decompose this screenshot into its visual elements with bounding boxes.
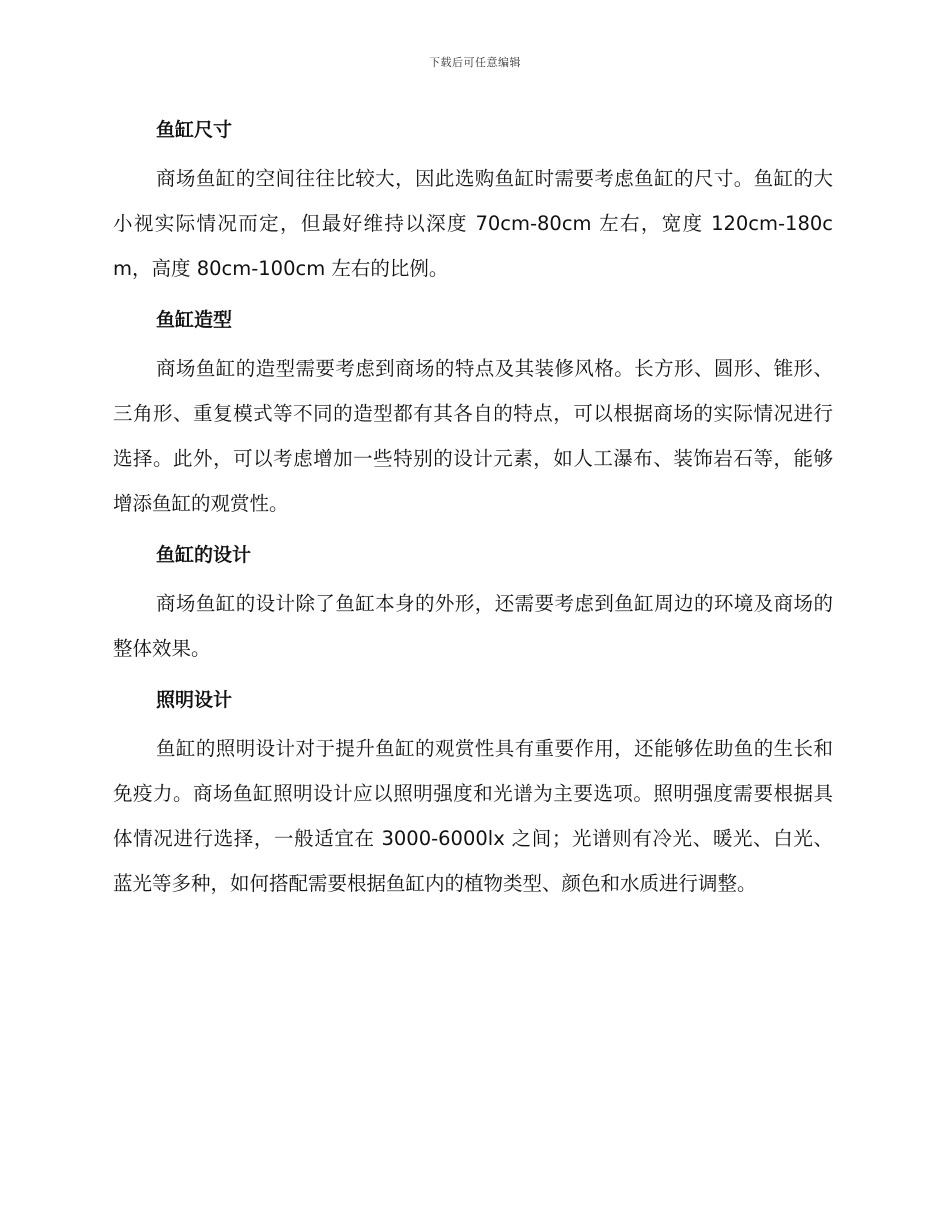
section-body-tank-shape: 商场鱼缸的造型需要考虑到商场的特点及其装修风格。长方形、圆形、锥形、三角形、重复模式等不同的造型都有其各自的特点，可以根据商场的实际情况进行选择。此外，可以考虑增加一些特别的设计元素，如人工瀑布、装饰岩石等，能够增添鱼缸的观赏性。: [113, 357, 833, 515]
section-heading-lighting-design: 照明设计: [156, 689, 233, 711]
section-body-lighting-design: 鱼缸的照明设计对于提升鱼缸的观赏性具有重要作用，还能够佐助鱼的生长和免疫力。商场鱼缸照明设计应以照明强度和光谱为主要选项。照明强度需要根据具体情况进行选择，一般适宜在 3000-6000lx 之间；光谱则有冷光、暖光、白光、蓝光等多种，如何搭配需要根据鱼缸内的植物类型、颜色和水质进行调整。: [113, 737, 833, 895]
header-note: 下载后可任意编辑: [429, 56, 521, 69]
section-heading-tank-shape: 鱼缸造型: [156, 309, 233, 331]
section-heading-tank-design: 鱼缸的设计: [156, 544, 252, 566]
document-content: [113, 115, 833, 920]
section-heading-tank-size: 鱼缸尺寸: [156, 119, 233, 141]
section-body-tank-design: 商场鱼缸的设计除了鱼缸本身的外形，还需要考虑到鱼缸周边的环境及商场的整体效果。: [113, 592, 833, 660]
section-body-tank-size: 商场鱼缸的空间往往比较大，因此选购鱼缸时需要考虑鱼缸的尺寸。鱼缸的大小视实际情况而定，但最好维持以深度 70cm-80cm 左右，宽度 120cm-180cm，高度 80cm-100cm 左右的比例。: [113, 167, 833, 280]
